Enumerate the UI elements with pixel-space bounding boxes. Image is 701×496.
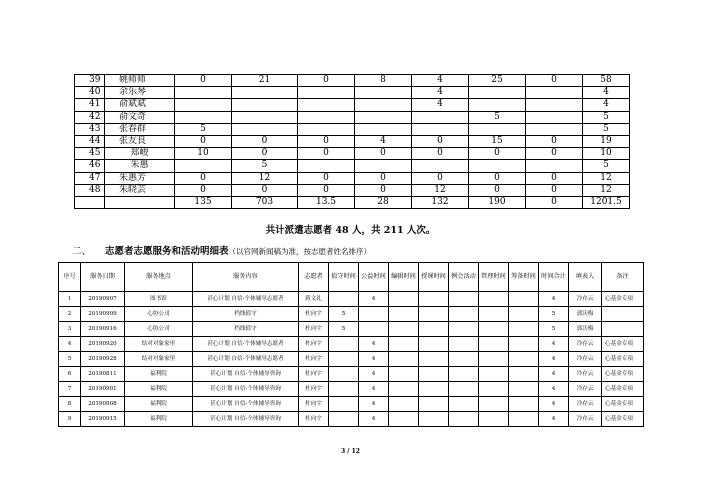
hours-cell: 0 <box>412 148 469 160</box>
table-cell <box>479 322 509 337</box>
table-cell: 20190928 <box>81 352 125 367</box>
table-row <box>75 123 630 135</box>
table-cell: 杜向宇 <box>299 352 329 367</box>
table-row <box>59 367 644 382</box>
row-number-cell: 48 <box>75 184 105 196</box>
table-cell: 杜向宇 <box>299 367 329 382</box>
table-cell: 结对对象家里 <box>125 337 193 352</box>
table-cell: 4 <box>359 412 389 427</box>
table-cell: 图书馆 <box>125 292 193 307</box>
row-number-cell: 40 <box>75 87 105 99</box>
table-cell: 5 <box>539 322 569 337</box>
hours-cell: 0 <box>298 148 355 160</box>
table-row <box>59 292 644 307</box>
table-cell <box>509 382 539 397</box>
table-cell <box>449 367 479 382</box>
table-cell: 杜向宇 <box>299 337 329 352</box>
hours-cell: 4 <box>583 87 630 99</box>
table-cell: 4 <box>539 367 569 382</box>
table-cell <box>329 367 359 382</box>
table-cell: 心基金专项 <box>602 337 644 352</box>
table-cell: 心基金专项 <box>602 397 644 412</box>
table-row <box>75 160 630 172</box>
section-note: （以官网新闻稿为准，按志愿者姓名排序） <box>228 247 372 256</box>
table-row <box>75 184 630 196</box>
hours-cell <box>355 87 412 99</box>
table-cell: 20190811 <box>81 367 125 382</box>
table-cell: 冷存云 <box>569 367 602 382</box>
table-cell <box>479 412 509 427</box>
hours-cell: 0 <box>526 135 583 147</box>
table-cell <box>449 322 479 337</box>
table-cell: 杜向宇 <box>299 307 329 322</box>
table-cell <box>449 397 479 412</box>
hours-cell <box>175 87 232 99</box>
hours-cell: 0 <box>298 172 355 184</box>
table-cell <box>509 367 539 382</box>
hours-cell: 0 <box>469 172 526 184</box>
hours-cell: 58 <box>583 75 630 87</box>
table-cell: 4 <box>359 337 389 352</box>
column-header: 管理时间 <box>479 263 509 292</box>
table-cell: 20190908 <box>81 397 125 412</box>
table-cell: 冷存云 <box>569 352 602 367</box>
volunteer-summary: 共计派遣志愿者 48 人，共 211 人次。 <box>265 225 436 236</box>
table-cell <box>509 352 539 367</box>
table-cell <box>449 352 479 367</box>
hours-cell: 12 <box>412 184 469 196</box>
hours-cell: 4 <box>583 99 630 111</box>
table-cell <box>419 307 449 322</box>
section-number: 二、 <box>72 246 92 257</box>
table-cell <box>479 337 509 352</box>
hours-cell: 5 <box>175 123 232 135</box>
hours-cell <box>232 123 298 135</box>
total-cell: 132 <box>412 196 469 208</box>
hours-cell: 0 <box>526 184 583 196</box>
table-cell: 杜向宇 <box>299 322 329 337</box>
table-cell: 杜向宇 <box>299 382 329 397</box>
hours-cell <box>526 99 583 111</box>
column-header: 序号 <box>59 263 81 292</box>
hours-cell <box>175 99 232 111</box>
column-header: 授课时间 <box>419 263 449 292</box>
table-cell <box>509 412 539 427</box>
table-cell: 7 <box>59 382 81 397</box>
table-row <box>75 148 630 160</box>
table-cell: 档线值守 <box>193 322 299 337</box>
volunteer-name-cell: 俞斌斌 <box>105 99 175 111</box>
table-cell <box>419 292 449 307</box>
hours-cell: 8 <box>355 75 412 87</box>
hours-cell <box>175 111 232 123</box>
table-cell <box>509 397 539 412</box>
table-cell <box>389 367 419 382</box>
table-cell: 甚心计划 自信-个体辅导志愿者 <box>193 337 299 352</box>
table-row <box>59 397 644 412</box>
section-title: 志愿者志愿服务和活动明细表 <box>105 246 229 257</box>
volunteer-hours-table <box>74 74 630 209</box>
empty-cell <box>75 196 105 208</box>
hours-cell: 4 <box>355 135 412 147</box>
row-number-cell: 42 <box>75 111 105 123</box>
table-cell: 心协公司 <box>125 322 193 337</box>
table-cell <box>479 307 509 322</box>
hours-cell: 0 <box>175 75 232 87</box>
table-cell: 甚心计划 自信-个体辅导志愿者 <box>193 292 299 307</box>
hours-cell: 12 <box>583 172 630 184</box>
table-cell: 3 <box>59 322 81 337</box>
volunteer-name-cell: 姚师师 <box>105 75 175 87</box>
table-cell: 冷存云 <box>569 292 602 307</box>
table-cell <box>419 382 449 397</box>
hours-cell: 4 <box>412 75 469 87</box>
table-cell: 20190916 <box>81 322 125 337</box>
table-cell: 5 <box>329 307 359 322</box>
table-cell: 甚心计划 自信-个体辅导咨询 <box>193 397 299 412</box>
table-cell <box>359 307 389 322</box>
table-cell <box>509 322 539 337</box>
table-cell <box>389 382 419 397</box>
hours-cell <box>298 123 355 135</box>
table-cell: 5 <box>329 322 359 337</box>
table-cell: 4 <box>359 397 389 412</box>
hours-cell: 12 <box>232 172 298 184</box>
table-cell: 5 <box>59 352 81 367</box>
table-cell: 冷存云 <box>569 337 602 352</box>
table-cell: 4 <box>59 337 81 352</box>
table-cell <box>389 307 419 322</box>
volunteer-name-cell: 俞文奇 <box>105 111 175 123</box>
table-cell: 蒋文礼 <box>299 292 329 307</box>
hours-cell: 0 <box>175 184 232 196</box>
table-cell <box>329 352 359 367</box>
hours-cell <box>175 160 232 172</box>
table-cell <box>419 412 449 427</box>
hours-cell <box>469 87 526 99</box>
table-cell <box>419 322 449 337</box>
table-cell: 20190915 <box>81 412 125 427</box>
volunteer-name-cell: 朱惠 <box>105 160 175 172</box>
table-cell <box>389 412 419 427</box>
table-cell: 4 <box>359 352 389 367</box>
hours-cell: 0 <box>526 172 583 184</box>
table-cell: 1 <box>59 292 81 307</box>
hours-cell: 5 <box>583 111 630 123</box>
hours-cell: 0 <box>469 184 526 196</box>
page-number: 3 / 12 <box>341 448 360 455</box>
hours-cell: 0 <box>232 148 298 160</box>
hours-cell: 0 <box>469 148 526 160</box>
row-number-cell: 43 <box>75 123 105 135</box>
table-row <box>59 412 644 427</box>
table-row <box>75 99 630 111</box>
hours-cell: 0 <box>412 135 469 147</box>
table-cell: 20190901 <box>81 382 125 397</box>
table-cell: 档线值守 <box>193 307 299 322</box>
hours-cell <box>469 99 526 111</box>
table-cell: 甚心计划 自信-个体辅导咨询 <box>193 382 299 397</box>
volunteer-name-cell: 余乐琴 <box>105 87 175 99</box>
hours-cell: 25 <box>469 75 526 87</box>
table-cell: 4 <box>359 292 389 307</box>
hours-cell: 10 <box>583 148 630 160</box>
hours-cell: 12 <box>583 184 630 196</box>
hours-cell: 0 <box>298 135 355 147</box>
hours-cell: 5 <box>469 111 526 123</box>
table-row <box>59 307 644 322</box>
hours-cell <box>298 111 355 123</box>
table-cell: 4 <box>539 337 569 352</box>
hours-cell <box>526 123 583 135</box>
table-cell: 心协公司 <box>125 307 193 322</box>
hours-cell: 15 <box>469 135 526 147</box>
column-header: 时间合计 <box>539 263 569 292</box>
row-number-cell: 39 <box>75 75 105 87</box>
table-cell <box>509 292 539 307</box>
table-cell: 5 <box>539 307 569 322</box>
hours-cell <box>298 160 355 172</box>
column-header: 编辑时间 <box>389 263 419 292</box>
table-cell <box>389 397 419 412</box>
table-cell: 心基金专项 <box>602 292 644 307</box>
empty-cell <box>105 196 175 208</box>
hours-cell: 0 <box>298 184 355 196</box>
hours-cell <box>526 111 583 123</box>
column-header: 值守时间 <box>329 263 359 292</box>
hours-cell <box>526 160 583 172</box>
table-cell <box>419 337 449 352</box>
table-cell: 福利院 <box>125 367 193 382</box>
table-cell: 2 <box>59 307 81 322</box>
table-cell <box>419 397 449 412</box>
table-cell <box>329 397 359 412</box>
table-cell: 杜向宇 <box>299 412 329 427</box>
table-cell <box>479 397 509 412</box>
table-cell <box>602 322 644 337</box>
column-header: 服务日期 <box>81 263 125 292</box>
table-cell <box>449 412 479 427</box>
hours-cell <box>412 111 469 123</box>
hours-cell <box>412 160 469 172</box>
table-cell <box>479 382 509 397</box>
column-header: 服务内容 <box>193 263 299 292</box>
hours-cell <box>232 87 298 99</box>
table-row <box>75 111 630 123</box>
total-cell: 135 <box>175 196 232 208</box>
volunteer-name-cell: 张春群 <box>105 123 175 135</box>
table-cell: 9 <box>59 412 81 427</box>
table-cell <box>479 352 509 367</box>
table-cell: 甚心计划 自信-个体辅导咨询 <box>193 367 299 382</box>
hours-cell: 5 <box>232 160 298 172</box>
table-cell: 心基金专项 <box>602 412 644 427</box>
row-number-cell: 44 <box>75 135 105 147</box>
hours-cell <box>298 99 355 111</box>
table-cell: 心基金专项 <box>602 382 644 397</box>
table-cell: 4 <box>539 412 569 427</box>
section-heading <box>72 243 371 257</box>
hours-cell <box>469 160 526 172</box>
hours-cell: 0 <box>232 135 298 147</box>
total-cell: 1201.5 <box>583 196 630 208</box>
hours-cell: 4 <box>412 99 469 111</box>
hours-cell <box>355 111 412 123</box>
hours-cell <box>232 111 298 123</box>
hours-cell: 4 <box>412 87 469 99</box>
total-cell: 0 <box>526 196 583 208</box>
table-row <box>59 337 644 352</box>
table-cell <box>329 412 359 427</box>
hours-cell: 21 <box>232 75 298 87</box>
total-cell: 703 <box>232 196 298 208</box>
table-cell: 郭沃梅 <box>569 322 602 337</box>
table-row <box>75 135 630 147</box>
table-cell: 8 <box>59 397 81 412</box>
table-cell: 心基金专项 <box>602 352 644 367</box>
row-number-cell: 47 <box>75 172 105 184</box>
table-cell: 20190909 <box>81 307 125 322</box>
hours-cell: 0 <box>526 75 583 87</box>
header-row <box>59 263 644 292</box>
column-header: 服务地点 <box>125 263 193 292</box>
hours-cell: 0 <box>355 172 412 184</box>
column-header: 备注 <box>602 263 644 292</box>
table-cell: 冷存云 <box>569 382 602 397</box>
total-cell: 190 <box>469 196 526 208</box>
volunteer-name-cell: 郑峻 <box>105 148 175 160</box>
table-cell <box>389 292 419 307</box>
table-cell <box>329 337 359 352</box>
table-cell: 4 <box>539 352 569 367</box>
table-row <box>59 382 644 397</box>
table-cell <box>419 367 449 382</box>
table-cell <box>602 307 644 322</box>
table-cell <box>389 322 419 337</box>
table-cell <box>449 382 479 397</box>
hours-cell: 0 <box>175 135 232 147</box>
table-cell <box>449 307 479 322</box>
table-cell <box>389 352 419 367</box>
table-cell: 甚心计划 自信-个体辅导咨询 <box>193 412 299 427</box>
hours-cell <box>469 123 526 135</box>
table-cell: 福利院 <box>125 397 193 412</box>
table-cell <box>509 337 539 352</box>
row-number-cell: 46 <box>75 160 105 172</box>
hours-cell: 0 <box>526 148 583 160</box>
table-cell: 4 <box>359 367 389 382</box>
hours-cell <box>355 160 412 172</box>
hours-cell: 0 <box>412 172 469 184</box>
column-header: 例会活动 <box>449 263 479 292</box>
table-row <box>75 172 630 184</box>
column-header: 填表人 <box>569 263 602 292</box>
total-cell: 28 <box>355 196 412 208</box>
table-cell: 冷存云 <box>569 412 602 427</box>
hours-cell: 19 <box>583 135 630 147</box>
table-cell: 福利院 <box>125 412 193 427</box>
hours-cell: 5 <box>583 123 630 135</box>
hours-cell: 0 <box>175 172 232 184</box>
table-cell <box>419 352 449 367</box>
table-cell <box>479 367 509 382</box>
hours-cell <box>412 123 469 135</box>
table-cell <box>479 292 509 307</box>
total-cell: 13.5 <box>298 196 355 208</box>
hours-cell: 5 <box>583 160 630 172</box>
table-cell <box>509 307 539 322</box>
table-cell: 结对对象家里 <box>125 352 193 367</box>
hours-cell <box>526 87 583 99</box>
table-cell <box>449 292 479 307</box>
hours-cell <box>355 99 412 111</box>
table-row <box>59 322 644 337</box>
table-cell: 4 <box>539 382 569 397</box>
table-cell <box>449 337 479 352</box>
table-cell: 4 <box>539 397 569 412</box>
column-header: 公益时间 <box>359 263 389 292</box>
hours-cell: 10 <box>175 148 232 160</box>
table-row <box>75 75 630 87</box>
table-cell: 4 <box>359 382 389 397</box>
hours-cell: 0 <box>355 184 412 196</box>
table-row <box>75 87 630 99</box>
table-cell <box>359 322 389 337</box>
hours-cell <box>232 99 298 111</box>
table-cell: 杜向宇 <box>299 397 329 412</box>
row-number-cell: 41 <box>75 99 105 111</box>
table-cell: 郭沃梅 <box>569 307 602 322</box>
table-cell: 心基金专项 <box>602 367 644 382</box>
hours-cell: 0 <box>232 184 298 196</box>
table-cell <box>329 292 359 307</box>
table-cell: 20190907 <box>81 292 125 307</box>
table-cell: 甚心计划 自信-个体辅导志愿者 <box>193 352 299 367</box>
table-row <box>59 352 644 367</box>
volunteer-name-cell: 张友良 <box>105 135 175 147</box>
volunteer-name-cell: 朱惠芳 <box>105 172 175 184</box>
column-header: 筹备时间 <box>509 263 539 292</box>
row-number-cell: 45 <box>75 148 105 160</box>
service-detail-table <box>58 262 644 427</box>
table-cell <box>389 337 419 352</box>
hours-cell <box>298 87 355 99</box>
column-header: 志愿者 <box>299 263 329 292</box>
volunteer-name-cell: 朱晓芸 <box>105 184 175 196</box>
table-cell <box>329 382 359 397</box>
table-cell: 冷存云 <box>569 397 602 412</box>
table-cell: 20190920 <box>81 337 125 352</box>
table-cell: 6 <box>59 367 81 382</box>
table-cell: 4 <box>539 292 569 307</box>
hours-cell: 0 <box>298 75 355 87</box>
totals-row <box>75 196 630 208</box>
table-cell: 福利院 <box>125 382 193 397</box>
hours-cell <box>355 123 412 135</box>
hours-cell: 0 <box>355 148 412 160</box>
